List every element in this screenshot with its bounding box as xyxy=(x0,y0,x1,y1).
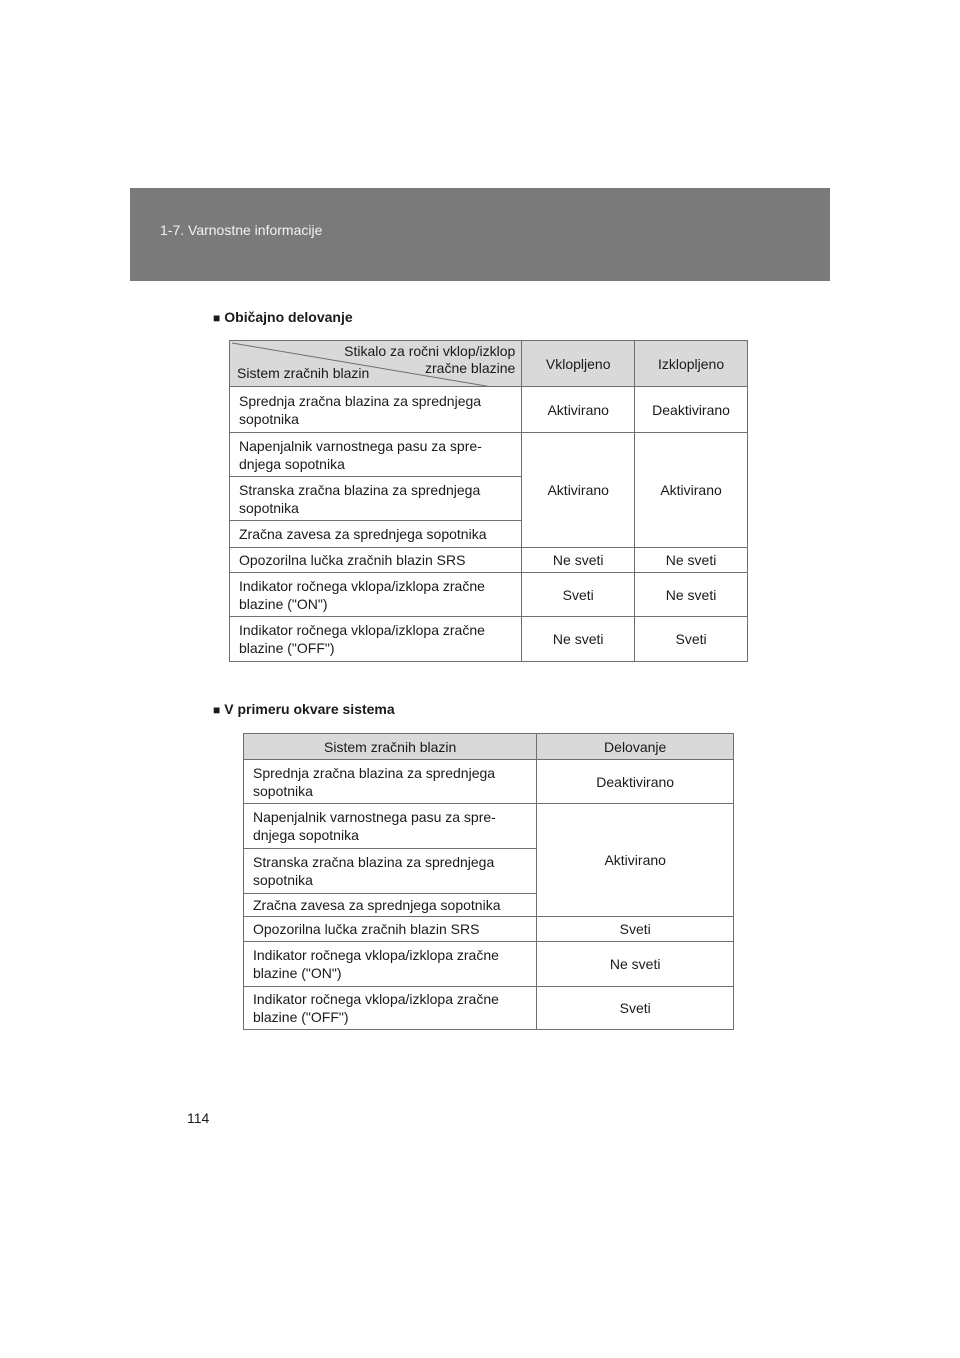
section1-heading xyxy=(213,309,353,325)
section2-title: V primeru okvare sistema xyxy=(224,701,395,717)
table-row xyxy=(244,804,734,849)
section-label: 1-7. Varnostne informacije xyxy=(160,222,323,238)
table-row xyxy=(244,917,734,942)
section1-title: Običajno delovanje xyxy=(224,309,353,325)
square-bullet-icon: ■ xyxy=(213,703,221,717)
cell-value: Aktivirano xyxy=(522,387,635,433)
table-row xyxy=(230,387,748,433)
diagonal-bottom-label: Sistem zračnih blazin xyxy=(237,365,370,381)
table-row xyxy=(230,548,748,573)
section2-heading xyxy=(213,701,395,717)
column-header: Delovanje xyxy=(537,734,734,760)
cell-value: Ne sveti xyxy=(537,942,734,987)
table-header-row xyxy=(230,341,748,387)
row-label: Napenjalnik varnostnega pasu za spre-dnjega sopotnika xyxy=(244,804,537,849)
cell-value: Ne sveti xyxy=(635,548,748,573)
row-label: Napenjalnik varnostnega pasu za spre-dnjega sopotnika xyxy=(230,433,522,477)
cell-value: Aktivirano xyxy=(537,804,734,917)
row-label: Sprednja zračna blazina za sprednjega sopotnika xyxy=(230,387,522,433)
column-header: Vklopljeno xyxy=(522,341,635,387)
table-row xyxy=(244,942,734,987)
header-band xyxy=(130,188,830,281)
row-label: Indikator ročnega vklopa/izklopa zračne blazine ("OFF") xyxy=(230,617,522,662)
row-label: Zračna zavesa za sprednjega sopotnika xyxy=(230,521,522,548)
page-number: 114 xyxy=(187,1110,210,1126)
cell-value: Ne sveti xyxy=(522,548,635,573)
table-header-row xyxy=(244,734,734,760)
table-row xyxy=(244,760,734,804)
diagonal-top-label: Stikalo za ročni vklop/izklop zračne blazine xyxy=(344,343,516,376)
cell-value: Ne sveti xyxy=(522,617,635,662)
column-header: Izklopljeno xyxy=(635,341,748,387)
cell-value: Sveti xyxy=(522,573,635,617)
cell-value: Aktivirano xyxy=(635,433,748,548)
cell-value: Ne sveti xyxy=(635,573,748,617)
table-row xyxy=(244,987,734,1030)
cell-value: Sveti xyxy=(537,987,734,1030)
row-label: Indikator ročnega vklopa/izklopa zračne blazine ("ON") xyxy=(230,573,522,617)
normal-operation-table xyxy=(229,340,748,662)
diagonal-header-cell xyxy=(230,341,522,387)
row-label: Indikator ročnega vklopa/izklopa zračne blazine ("ON") xyxy=(244,942,537,987)
row-label: Stranska zračna blazina za sprednjega sopotnika xyxy=(244,849,537,894)
cell-value: Deaktivirano xyxy=(635,387,748,433)
table-row xyxy=(230,573,748,617)
table-row xyxy=(230,433,748,477)
row-label: Indikator ročnega vklopa/izklopa zračne blazine ("OFF") xyxy=(244,987,537,1030)
cell-value: Aktivirano xyxy=(522,433,635,548)
failure-operation-table xyxy=(243,733,734,1030)
row-label: Sprednja zračna blazina za sprednjega sopotnika xyxy=(244,760,537,804)
table-row xyxy=(230,617,748,662)
row-label: Opozorilna lučka zračnih blazin SRS xyxy=(230,548,522,573)
square-bullet-icon: ■ xyxy=(213,311,221,325)
row-label: Zračna zavesa za sprednjega sopotnika xyxy=(244,894,537,917)
column-header: Sistem zračnih blazin xyxy=(244,734,537,760)
row-label: Opozorilna lučka zračnih blazin SRS xyxy=(244,917,537,942)
cell-value: Sveti xyxy=(537,917,734,942)
cell-value: Deaktivirano xyxy=(537,760,734,804)
row-label: Stranska zračna blazina za sprednjega sopotnika xyxy=(230,477,522,521)
cell-value: Sveti xyxy=(635,617,748,662)
